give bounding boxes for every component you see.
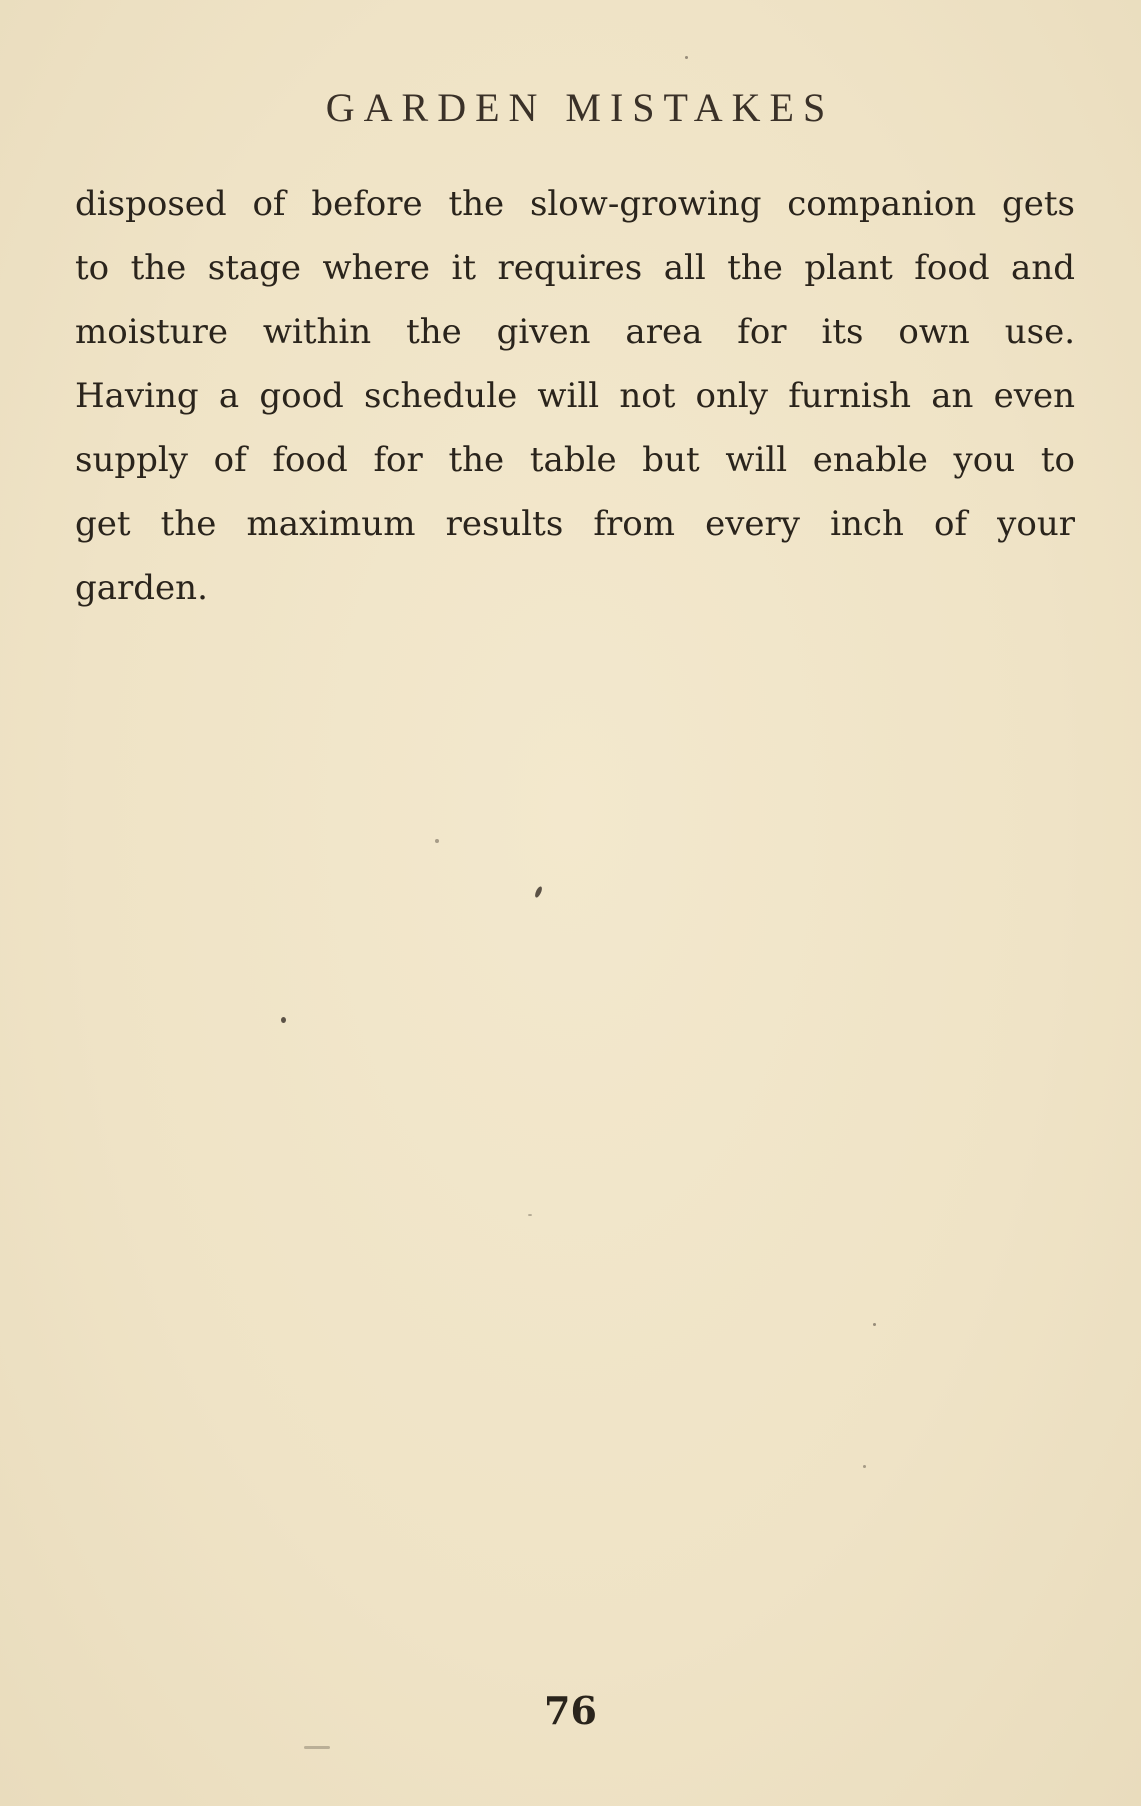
body-paragraph bbox=[75, 172, 1075, 620]
text-line: Having a good schedule will not only furnish an even bbox=[75, 376, 1075, 416]
paper-speck bbox=[528, 1214, 532, 1216]
text-line: moisture within the given area for its own use. bbox=[75, 312, 1075, 352]
paper-speck bbox=[685, 56, 688, 59]
text-line: to the stage where it requires all the plant food and bbox=[75, 248, 1075, 288]
text-line: get the maximum results from every inch of your bbox=[75, 504, 1075, 544]
paper-speck bbox=[281, 1017, 286, 1023]
paper-speck bbox=[435, 839, 439, 843]
running-head: GARDEN MISTAKES bbox=[325, 85, 835, 130]
page-number: 76 bbox=[544, 1688, 597, 1733]
text-line: disposed of before the slow-growing companion gets bbox=[75, 184, 1075, 224]
paper-speck bbox=[534, 886, 544, 899]
paper-speck bbox=[873, 1323, 876, 1326]
text-line: garden. bbox=[75, 568, 208, 608]
paper-speck bbox=[863, 1465, 866, 1468]
paper-speck bbox=[304, 1746, 330, 1749]
text-line: supply of food for the table but will enable you to bbox=[75, 440, 1075, 480]
